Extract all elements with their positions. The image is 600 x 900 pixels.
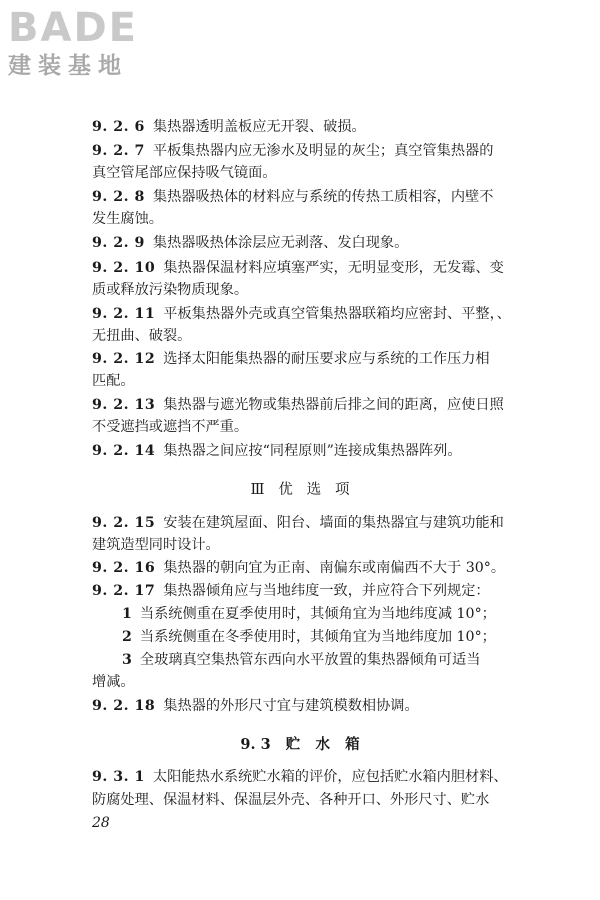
- clause-9-2-9: 9. 2. 9 集热器吸热体涂层应无剥落、发白现象。: [92, 235, 409, 251]
- clause-9-2-15: 9. 2. 15 安装在建筑屋面、阳台、墙面的集热器宜与建筑功能和: [92, 515, 504, 531]
- bade-logo: [8, 6, 178, 86]
- clause-9-2-14: 9. 2. 14 集热器之间应按“同程原则”连接成集热器阵列。: [92, 443, 462, 459]
- clause-9-2-17-item-3-cont: 增减。: [92, 674, 135, 690]
- page-number: 28: [92, 815, 110, 831]
- clause-9-2-10-cont: 质或释放污染物质现象。: [92, 282, 249, 298]
- clause-9-2-18: 9. 2. 18 集热器的外形尺寸宜与建筑模数相协调。: [92, 698, 419, 714]
- clause-9-2-15-cont: 建筑造型同时设计。: [92, 537, 220, 553]
- clause-9-2-12: 9. 2. 12 选择太阳能集热器的耐压要求应与系统的工作压力相: [92, 351, 490, 367]
- clause-9-2-11: 9. 2. 11 平板集热器外壳或真空管集热器联箱均应密封、平整，、: [92, 306, 511, 322]
- clause-9-2-6: 9. 2. 6 集热器透明盖板应无开裂、破损。: [92, 119, 366, 135]
- clause-9-2-8-cont: 发生腐蚀。: [92, 211, 163, 227]
- clause-9-2-17-item-1: 1 当系统侧重在夏季使用时，其倾角宜为当地纬度减 10°；: [122, 606, 496, 622]
- clause-9-3-1: 9. 3. 1 太阳能热水系统贮水箱的评价，应包括贮水箱内胆材料、: [92, 769, 508, 785]
- clause-9-2-7: 9. 2. 7 平板集热器内应无渗水及明显的灰尘；真空管集热器的: [92, 143, 494, 159]
- clause-9-2-17-item-3: 3 全玻璃真空集热管东西向水平放置的集热器倾角可适当: [122, 652, 481, 668]
- clause-9-2-12-cont: 匹配。: [92, 373, 135, 389]
- clause-9-2-17-item-2: 2 当系统侧重在冬季使用时，其倾角宜为当地纬度加 10°；: [122, 629, 496, 645]
- clause-9-2-13-cont: 不受遮挡或遮挡不严重。: [92, 419, 249, 435]
- section-heading-optional: Ⅲ 优 选 项: [250, 482, 350, 498]
- clause-9-2-16: 9. 2. 16 集热器的朝向宜为正南、南偏东或南偏西不大于 30°。: [92, 560, 506, 576]
- section-heading-9-3: 9. 3 贮 水 箱: [240, 736, 360, 753]
- clause-9-2-13: 9. 2. 13 集热器与遮光物或集热器前后排之间的距离，应使日照: [92, 397, 504, 413]
- clause-9-3-1-cont: 防腐处理、保温材料、保温层外壳、各种开口、外形尺寸、贮水: [92, 792, 490, 808]
- logo-subtitle: 建装基地: [8, 53, 128, 79]
- logo-brand: BADE: [8, 5, 138, 51]
- clause-9-2-10: 9. 2. 10 集热器保温材料应填塞严实，无明显变形，无发霉、变: [92, 260, 504, 276]
- clause-9-2-7-cont: 真空管尾部应保持吸气镜面。: [92, 165, 277, 181]
- clause-9-2-8: 9. 2. 8 集热器吸热体的材料应与系统的传热工质相容，内壁不: [92, 189, 494, 205]
- clause-9-2-11-cont: 无扭曲、破裂。: [92, 328, 192, 344]
- clause-9-2-17: 9. 2. 17 集热器倾角应与当地纬度一致，并应符合下列规定：: [92, 583, 490, 599]
